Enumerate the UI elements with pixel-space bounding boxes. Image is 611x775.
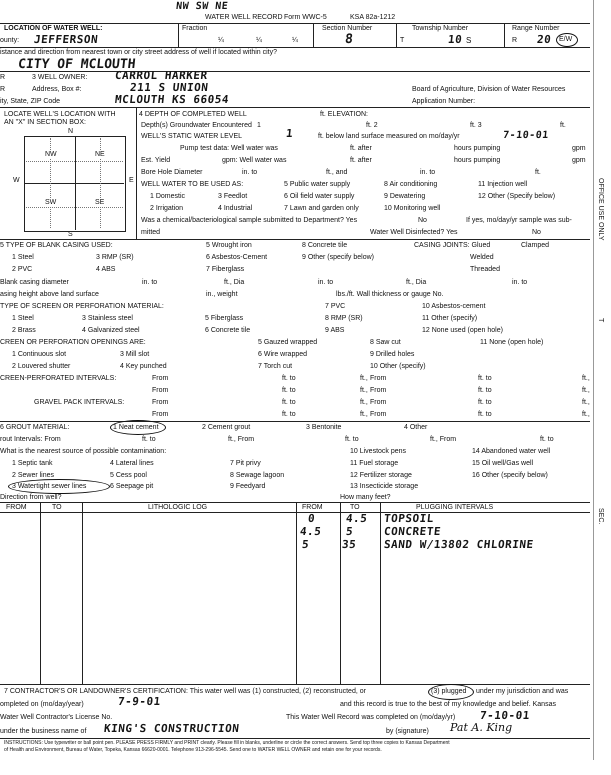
cert-line-1: 7 CONTRACTOR'S OR LANDOWNER'S CERTIFICATION: This water well was (1) constructed, (2) reconstructed, or xyxy=(4,688,366,695)
side-sec: SEC. xyxy=(597,508,604,525)
yield-text: gpm: Well water was xyxy=(222,157,287,164)
contam-cess[interactable]: 5 Cess pool xyxy=(110,472,147,479)
screen-to-1: ft. to xyxy=(282,375,296,382)
screen-intervals-label: CREEN-PERFORATED INTERVALS: xyxy=(0,375,117,382)
casing-abs[interactable]: 4 ABS xyxy=(96,266,116,273)
disinfected-question: Water Well Disinfected? Yes xyxy=(370,229,458,236)
contam-fertilizer[interactable]: 12 Fertilizer storage xyxy=(350,472,412,479)
quarter-2: ¼ xyxy=(256,37,262,44)
groundwater-ft: ft. xyxy=(560,122,566,129)
plug-row-3-desc[interactable]: SAND W/13802 CHLORINE xyxy=(383,538,535,551)
gravel-from-1: From xyxy=(152,399,169,406)
chem-no[interactable]: No xyxy=(418,217,427,224)
openings-title: CREEN OR PERFORATION OPENINGS ARE: xyxy=(0,339,146,346)
cert-completed-date[interactable]: 7-9-01 xyxy=(117,695,162,708)
screen-steel[interactable]: 1 Steel xyxy=(12,315,34,322)
casing-joints: CASING JOINTS: Glued xyxy=(414,242,491,249)
grout-cement[interactable]: 2 Cement grout xyxy=(202,424,251,431)
quarter-3: ¼ xyxy=(292,37,298,44)
casing-height-label: asing height above land surface xyxy=(0,291,99,298)
use-oil-field[interactable]: 6 Oil field water supply xyxy=(284,193,355,200)
pump-gpm: gpm xyxy=(572,145,586,152)
range-value[interactable]: 20 xyxy=(536,33,552,46)
static-level-date[interactable]: 7-10-01 xyxy=(502,130,550,141)
fraction-label: Fraction xyxy=(182,25,208,32)
screen-brass[interactable]: 2 Brass xyxy=(12,327,36,334)
county-value[interactable]: JEFFERSON xyxy=(33,33,99,46)
opening-saw[interactable]: 8 Saw cut xyxy=(370,339,401,346)
form-number: Form WWC-5 xyxy=(284,14,327,21)
screen-ft-2: ft., xyxy=(582,375,590,382)
opening-mill[interactable]: 3 Mill slot xyxy=(120,351,150,358)
screen-fiberglass[interactable]: 5 Fiberglass xyxy=(205,315,244,322)
casing-other[interactable]: 9 Other (specify below) xyxy=(302,254,374,261)
casing-in-to: in. to xyxy=(142,279,158,286)
section-label: Section Number xyxy=(322,25,373,32)
casing-in-to-3: in. to xyxy=(512,279,528,286)
quarter-1: ¼ xyxy=(218,37,224,44)
chem-if-yes: If yes, mo/day/yr sample was sub- xyxy=(466,217,572,224)
casing-fiberglass[interactable]: 7 Fiberglass xyxy=(206,266,245,273)
casing-wall: lbs./ft. Wall thickness or gauge No. xyxy=(336,291,444,298)
grout-to-1: ft. to xyxy=(142,436,156,443)
application-label: Application Number: xyxy=(412,98,476,105)
use-dewatering[interactable]: 9 Dewatering xyxy=(384,193,426,200)
grout-intervals: rout Intervals: From xyxy=(0,436,61,443)
opening-drilled[interactable]: 9 Drilled holes xyxy=(370,351,415,358)
disinfected-no[interactable]: No xyxy=(532,229,541,236)
casing-wrought[interactable]: 5 Wrought iron xyxy=(206,242,252,249)
cert-record-completed: This Water Well Record was completed on (mo/day/yr) xyxy=(286,714,456,721)
screen-rmp[interactable]: 8 RMP (SR) xyxy=(325,315,363,322)
log-to-header: TO xyxy=(52,504,62,511)
distance-label: istance and direction from nearest town or city street address of well if located within city? xyxy=(0,49,278,56)
gravel-ft-4: ft., xyxy=(582,411,590,418)
r-label: R xyxy=(0,74,6,81)
groundwater-1: 1 xyxy=(257,122,261,129)
opening-continuous[interactable]: 1 Continuous slot xyxy=(12,351,67,358)
compass-s: S xyxy=(68,231,73,238)
screen-abs[interactable]: 9 ABS xyxy=(325,327,345,334)
bore-in-to: in. to xyxy=(242,169,258,176)
lithologic-header: LITHOLOGIC LOG xyxy=(148,504,208,511)
grout-from-3: ft., From xyxy=(430,436,457,443)
groundwater-2: ft. 2 xyxy=(366,122,378,129)
use-other[interactable]: 12 Other (Specify below) xyxy=(478,193,556,200)
office-use-only: OFFICE USE ONLY xyxy=(597,178,604,241)
casing-title: 5 TYPE OF BLANK CASING USED: xyxy=(0,242,113,249)
compass-e: E xyxy=(129,177,134,184)
contam-abandoned[interactable]: 14 Abandoned water well xyxy=(472,448,551,455)
static-level-label: WELL'S STATIC WATER LEVEL xyxy=(141,133,243,140)
board-text: Board of Agriculture, Division of Water Resources xyxy=(412,86,566,93)
address-value[interactable]: 211 S UNION xyxy=(129,81,210,94)
form-title: WATER WELL RECORD xyxy=(205,14,283,21)
range-label: Range Number xyxy=(512,25,560,32)
contam-livestock[interactable]: 10 Livestock pens xyxy=(350,448,407,455)
gravel-ft-2: ft., xyxy=(582,399,590,406)
compass-w: W xyxy=(13,177,20,184)
casing-diameter-label: Blank casing diameter xyxy=(0,279,69,286)
water-use-title: WELL WATER TO BE USED AS: xyxy=(141,181,244,188)
static-level-value[interactable]: 1 xyxy=(285,127,294,140)
location-title: LOCATION OF WATER WELL: xyxy=(4,25,103,32)
owner-value[interactable]: CARROL HARKER xyxy=(114,69,209,82)
plug-row-2-desc[interactable]: CONCRETE xyxy=(383,525,442,538)
gravel-ft-1: ft., xyxy=(360,399,368,406)
contam-insecticide[interactable]: 13 Insecticide storage xyxy=(350,483,419,490)
static-level-text: ft. below land surface measured on mo/day/yr xyxy=(318,133,460,140)
screen-stainless[interactable]: 3 Stainless steel xyxy=(82,315,133,322)
plug-to-header: TO xyxy=(350,504,360,511)
screen-to-4: ft. to xyxy=(478,387,492,394)
contam-feedyard[interactable]: 9 Feedyard xyxy=(230,483,266,490)
cert-signature-label: by (signature) xyxy=(386,728,429,735)
gravel-to-4: ft. to xyxy=(478,411,492,418)
contam-oil-gas[interactable]: 15 Oil well/Gas well xyxy=(472,460,534,467)
direction-label: Direction from well? xyxy=(0,494,62,501)
contam-other[interactable]: 16 Other (specify below) xyxy=(472,472,548,479)
range-prefix: R xyxy=(512,37,518,44)
plug-row-3-from[interactable]: 5 xyxy=(301,538,310,551)
instructions-2: of Health and Environment, Bureau of Water, Topeka, Kansas 66620-0001. Telephone 913-296-5545. Send one to WATER WELL OWNER and retain one for your records. xyxy=(4,747,382,753)
quadrant-se: SE xyxy=(95,199,105,206)
plugging-header: PLUGGING INTERVALS xyxy=(416,504,494,511)
contam-septic[interactable]: 1 Septic tank xyxy=(12,460,53,467)
screen-to-3: ft. to xyxy=(282,387,296,394)
use-injection[interactable]: 11 Injection well xyxy=(478,181,528,188)
address-label: Address, Box #: xyxy=(32,86,82,93)
chem-question: Was a chemical/bacteriological sample submitted to Department? Yes xyxy=(141,217,358,224)
contam-watertight[interactable]: 3 Watertight sewer lines xyxy=(12,483,87,490)
plug-row-1-to[interactable]: 4.5 xyxy=(345,512,369,525)
casing-welded[interactable]: Welded xyxy=(470,254,494,261)
city-value[interactable]: CITY OF MCLOUTH xyxy=(17,57,137,72)
groundwater-3: ft. 3 xyxy=(470,122,482,129)
casing-in-to-2: in. to xyxy=(318,279,334,286)
cert-signature[interactable]: Pat A. King xyxy=(450,721,513,734)
locate-title-2: AN "X" IN SECTION BOX: xyxy=(4,119,86,126)
township-suffix: S xyxy=(466,36,472,45)
cert-completed-label: ompleted on (mo/day/year) xyxy=(0,701,84,708)
gravel-to-1: ft. to xyxy=(282,399,296,406)
opening-torch[interactable]: 7 Torch cut xyxy=(258,363,293,370)
cert-plugged[interactable]: (3) plugged xyxy=(431,688,467,695)
bore-in-to-2: in. to xyxy=(420,169,436,176)
bore-ft: ft. xyxy=(535,169,541,176)
plug-row-3-to[interactable]: 35 xyxy=(341,538,357,551)
cert-business-label: under the business name of xyxy=(0,728,87,735)
contam-lagoon[interactable]: 8 Sewage lagoon xyxy=(230,472,285,479)
casing-rmp[interactable]: 3 RMP (SR) xyxy=(96,254,134,261)
elevation-label: ft. ELEVATION: xyxy=(320,111,368,118)
yield-label: Est. Yield xyxy=(141,157,171,164)
screen-from-3: From xyxy=(152,387,169,394)
county-label: ounty: xyxy=(0,37,20,44)
casing-clamped[interactable]: Clamped xyxy=(521,242,550,249)
grout-from-2: ft., From xyxy=(228,436,255,443)
instructions-1: INSTRUCTIONS: Use typewriter or ball point pen. PLEASE PRESS FIRMLY and PRINT clearly. Please fill in blanks, underline or circle the correct answers. Send top three copies to Kansas Department xyxy=(4,740,450,746)
contamination-question: What is the nearest source of possible contamination: xyxy=(0,448,167,455)
casing-steel[interactable]: 1 Steel xyxy=(12,254,34,261)
gravel-from-2: From xyxy=(370,399,387,406)
side-t: T xyxy=(597,318,604,323)
yield-ft-after: ft. after xyxy=(350,157,372,164)
township-label: Township Number xyxy=(412,25,469,32)
screen-from-2: From xyxy=(370,375,387,382)
yield-hours: hours pumping xyxy=(454,157,501,164)
grout-to-2: ft. to xyxy=(345,436,359,443)
pump-hours: hours pumping xyxy=(454,145,501,152)
section-value[interactable]: 8 xyxy=(344,32,354,47)
use-lawn[interactable]: 7 Lawn and garden only xyxy=(284,205,359,212)
casing-weight: in., weight xyxy=(206,291,238,298)
use-public[interactable]: 5 Public water supply xyxy=(284,181,351,188)
contam-pit-privy[interactable]: 7 Pit privy xyxy=(230,460,261,467)
compass-n: N xyxy=(68,128,74,135)
township-value[interactable]: 10 xyxy=(447,33,463,46)
screen-none[interactable]: 12 None used (open hole) xyxy=(422,327,503,334)
cert-business-name[interactable]: KING'S CONSTRUCTION xyxy=(103,722,241,735)
screen-galvanized[interactable]: 4 Galvanized steel xyxy=(82,327,140,334)
pump-test-label: Pump test data: Well water was xyxy=(180,145,278,152)
opening-louvered[interactable]: 2 Louvered shutter xyxy=(12,363,71,370)
screen-from-1: From xyxy=(152,375,169,382)
ksa-reference: KSA 82a-1212 xyxy=(350,14,396,21)
opening-gauzed[interactable]: 5 Gauzed wrapped xyxy=(258,339,318,346)
cert-line-2b: and this record is true to the best of my knowledge and belief. Kansas xyxy=(340,701,556,708)
contam-seepage[interactable]: 6 Seepage pit xyxy=(110,483,154,490)
pump-ft-after: ft. after xyxy=(350,145,372,152)
opening-key[interactable]: 4 Key punched xyxy=(120,363,167,370)
screen-pvc[interactable]: 7 PVC xyxy=(325,303,346,310)
depth-completed-label: 4 DEPTH OF COMPLETED WELL xyxy=(139,111,247,118)
quadrant-sw: SW xyxy=(45,199,57,206)
casing-threaded[interactable]: Threaded xyxy=(470,266,500,273)
bore-ft-and: ft., and xyxy=(326,169,348,176)
header-scribble: NW SW NE xyxy=(175,1,229,12)
grout-neat-cement[interactable]: 1 Neat cement xyxy=(113,424,159,431)
plug-row-2-from[interactable]: 4.5 xyxy=(299,525,323,538)
screen-ft-4: ft., xyxy=(582,387,590,394)
gravel-to-2: ft. to xyxy=(478,399,492,406)
gravel-label: GRAVEL PACK INTERVALS: xyxy=(34,399,125,406)
contam-sewer[interactable]: 2 Sewer lines xyxy=(12,472,55,479)
screen-ft-3: ft., xyxy=(360,387,368,394)
cert-line-1b: under my jurisdiction and was xyxy=(476,688,569,695)
opening-other[interactable]: 10 Other (specify) xyxy=(370,363,426,370)
grout-title: 6 GROUT MATERIAL: xyxy=(0,424,70,431)
csz-label: ity, State, ZIP Code xyxy=(0,98,61,105)
plug-from-header: FROM xyxy=(302,504,323,511)
chem-mitted: mitted xyxy=(141,229,161,236)
gravel-from-3: From xyxy=(152,411,169,418)
groundwater-label: Depth(s) Groundwater Encountered xyxy=(141,122,252,129)
yield-gpm: gpm xyxy=(572,157,586,164)
quadrant-nw: NW xyxy=(45,151,57,158)
casing-ft-dia-2: ft., Dia xyxy=(406,279,427,286)
grout-to-3: ft. to xyxy=(540,436,554,443)
casing-concrete[interactable]: 8 Concrete tile xyxy=(302,242,348,249)
cert-record-date[interactable]: 7-10-01 xyxy=(479,709,531,722)
township-prefix: T xyxy=(400,37,405,44)
casing-ft-dia: ft., Dia xyxy=(224,279,245,286)
grout-bentonite[interactable]: 3 Bentonite xyxy=(306,424,342,431)
locate-title-1: LOCATE WELL'S LOCATION WITH xyxy=(4,111,116,118)
gravel-to-3: ft. to xyxy=(282,411,296,418)
plug-row-2-to[interactable]: 5 xyxy=(345,525,354,538)
screen-ft-1: ft., xyxy=(360,375,368,382)
gravel-from-4: From xyxy=(370,411,387,418)
csz-value[interactable]: MCLOUTH KS 66054 xyxy=(114,93,230,106)
log-from-header: FROM xyxy=(6,504,27,511)
opening-none[interactable]: 11 None (open hole) xyxy=(480,339,544,346)
use-air-conditioning[interactable]: 8 Air conditioning xyxy=(384,181,438,188)
plug-row-1-desc[interactable]: TOPSOIL xyxy=(383,512,435,525)
use-irrigation[interactable]: 2 Irrigation xyxy=(150,205,184,212)
bore-label: Bore Hole Diameter xyxy=(141,169,203,176)
opening-wire[interactable]: 6 Wire wrapped xyxy=(258,351,308,358)
plug-row-1-from[interactable]: 0 xyxy=(307,512,316,525)
screen-to-2: ft. to xyxy=(478,375,492,382)
use-feedlot[interactable]: 3 Feedlot xyxy=(218,193,248,200)
quadrant-ne: NE xyxy=(95,151,105,158)
grout-other[interactable]: 4 Other xyxy=(404,424,428,431)
range-ew[interactable]: E/W xyxy=(559,36,573,43)
casing-asbestos[interactable]: 6 Asbestos-Cement xyxy=(206,254,268,261)
how-many-feet: How many feet? xyxy=(340,494,391,501)
screen-title: TYPE OF SCREEN OR PERFORATION MATERIAL: xyxy=(0,303,164,310)
screen-asbestos[interactable]: 10 Asbestos-cement xyxy=(422,303,486,310)
use-monitoring[interactable]: 10 Monitoring well xyxy=(384,205,441,212)
contam-lateral[interactable]: 4 Lateral lines xyxy=(110,460,154,467)
screen-other[interactable]: 11 Other (specify) xyxy=(422,315,478,322)
r-label-2: R xyxy=(0,86,6,93)
use-domestic[interactable]: 1 Domestic xyxy=(150,193,186,200)
casing-pvc[interactable]: 2 PVC xyxy=(12,266,33,273)
use-industrial[interactable]: 4 Industrial xyxy=(218,205,253,212)
screen-from-4: From xyxy=(370,387,387,394)
contam-fuel[interactable]: 11 Fuel storage xyxy=(350,460,399,467)
gravel-ft-3: ft., xyxy=(360,411,368,418)
cert-license: Water Well Contractor's License No. xyxy=(0,714,113,721)
owner-label: 3 WELL OWNER: xyxy=(32,74,88,81)
screen-concrete[interactable]: 6 Concrete tile xyxy=(205,327,251,334)
